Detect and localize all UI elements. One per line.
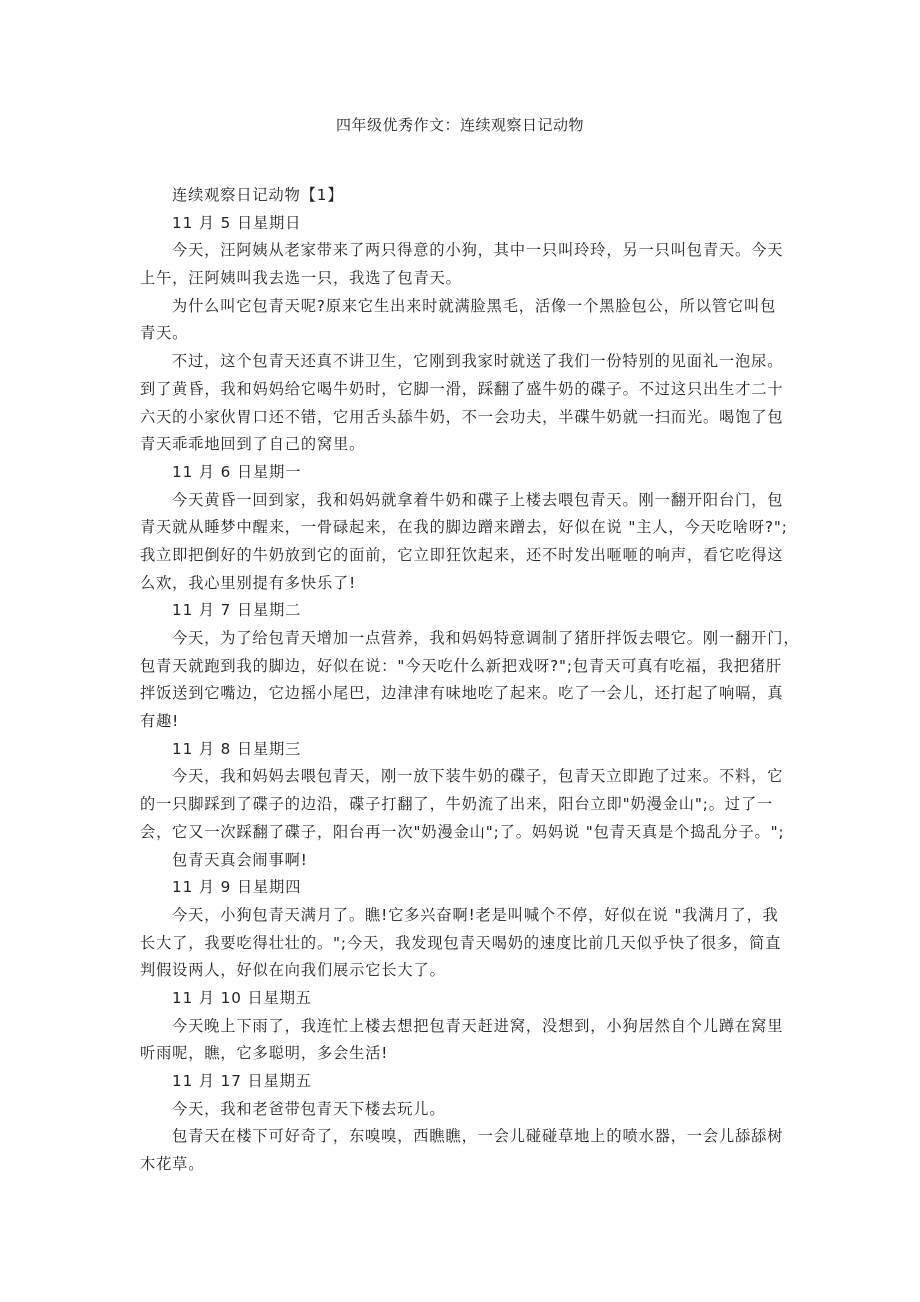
text-line: 11 月 9 日星期四: [172, 878, 302, 897]
paragraph: [140, 348, 788, 459]
paragraph: [140, 1123, 788, 1178]
document-title: 四年级优秀作文：连续观察日记动物: [335, 116, 584, 134]
paragraph: [140, 237, 788, 292]
text-line: 今天，我和老爸带包青天下楼去玩儿。: [172, 1099, 446, 1118]
text-line: 连续观察日记动物【1】: [172, 186, 344, 204]
text-line: 11 月 6 日星期一: [172, 462, 302, 481]
text-line: 为什么叫它包青天呢?原来它生出来时就满脸黑毛，活像一个黑脸包公，所以管它叫包: [172, 296, 777, 315]
paragraph: [140, 1013, 788, 1068]
paragraph: [140, 1096, 788, 1124]
paragraph: [140, 210, 788, 238]
paragraph: [140, 597, 788, 625]
text-line: 包青天在楼下可好奇了，东嗅嗅，西瞧瞧，一会儿碰碰草地上的喷水器，一会儿舔舔树: [172, 1127, 784, 1146]
text-line: 今天黄昏一回到家，我和妈妈就拿着牛奶和碟子上楼去喂包青天。刚一翻开阳台门，包: [172, 490, 784, 509]
document-body: [140, 182, 800, 1179]
text-line: 11 月 8 日星期三: [172, 739, 302, 758]
text-line: 青天就从睡梦中醒来，一骨碌起来，在我的脚边蹭来蹭去，好似在说 "主人，今天吃啥呀?";: [140, 518, 788, 537]
paragraph: [140, 182, 788, 210]
text-line: 包青天真会闹事啊!: [172, 850, 308, 869]
text-line: 的一只脚踩到了碟子的边沿，碟子打翻了，牛奶流了出来，阳台立即"奶漫金山";。过了一: [140, 795, 774, 814]
paragraph: [140, 847, 788, 875]
paragraph: [140, 459, 788, 487]
paragraph: [140, 985, 788, 1013]
text-line: 六天的小家伙胃口还不错，它用舌头舔牛奶，不一会功夫，半碟牛奶就一扫而光。喝饱了包: [140, 407, 784, 426]
paragraph: [140, 902, 788, 985]
text-line: 我立即把倒好的牛奶放到它的面前，它立即狂饮起来，还不时发出咂咂的响声，看它吃得这: [140, 545, 784, 564]
text-line: 包青天就跑到我的脚边，好似在说："今天吃什么新把戏呀?";包青天可真有吃福，我把猪肝: [140, 656, 783, 675]
text-line: 青天乖乖地回到了自己的窝里。: [140, 435, 366, 454]
text-line: 今天，我和妈妈去喂包青天，刚一放下装牛奶的碟子，包青天立即跑了过来。不料，它: [172, 767, 784, 786]
text-line: 不过，这个包青天还真不讲卫生，它刚到我家时就送了我们一份特别的见面礼一泡尿。: [172, 352, 784, 371]
text-line: 11 月 5 日星期日: [172, 213, 302, 232]
paragraph: [140, 1068, 788, 1096]
text-line: 今天，小狗包青天满月了。瞧!它多兴奋啊!老是叫喊个不停，好似在说 "我满月了，我: [172, 905, 779, 924]
text-line: 长大了，我要吃得壮壮的。";今天，我发现包青天喝奶的速度比前几天似乎快了很多，简直: [140, 933, 782, 952]
paragraph: [140, 874, 788, 902]
text-line: 11 月 10 日星期五: [172, 988, 312, 1007]
text-line: 到了黄昏，我和妈妈给它喝牛奶时，它脚一滑，踩翻了盛牛奶的碟子。不过这只出生才二十: [140, 379, 784, 398]
paragraph: [140, 293, 788, 348]
text-line: 会，它又一次踩翻了碟子，阳台再一次"奶漫金山";了。妈妈说 "包青天真是个捣乱分子。";: [140, 822, 785, 841]
paragraph: [140, 763, 788, 846]
text-line: 拌饭送到它嘴边，它边摇小尾巴，边津津有味地吃了起来。吃了一会儿，还打起了响嗝，真: [140, 684, 784, 703]
paragraph: [140, 487, 788, 598]
text-line: 木花草。: [140, 1155, 205, 1174]
text-line: 11 月 17 日星期五: [172, 1072, 312, 1090]
text-line: 么欢，我心里别提有多快乐了!: [140, 573, 357, 592]
text-line: 今天，为了给包青天增加一点营养，我和妈妈特意调制了猪肝拌饭去喂它。刚一翻开门，: [172, 629, 800, 647]
text-line: 听雨呢，瞧，它多聪明，多会生活!: [140, 1044, 389, 1063]
text-line: 今天晚上下雨了，我连忙上楼去想把包青天赶进窝，没想到，小狗居然自个儿蹲在窝里: [172, 1016, 784, 1035]
paragraph: [140, 736, 788, 764]
text-line: 11 月 7 日星期二: [172, 601, 302, 620]
text-line: 今天，汪阿姨从老家带来了两只得意的小狗，其中一只叫玲玲，另一只叫包青天。今天: [172, 241, 784, 260]
text-line: 有趣!: [140, 712, 180, 731]
text-line: 青天。: [140, 324, 189, 343]
text-line: 上午，汪阿姨叫我去选一只，我选了包青天。: [140, 269, 462, 288]
text-line: 判假设两人，好似在向我们展示它长大了。: [140, 961, 446, 980]
paragraph: [140, 625, 800, 736]
